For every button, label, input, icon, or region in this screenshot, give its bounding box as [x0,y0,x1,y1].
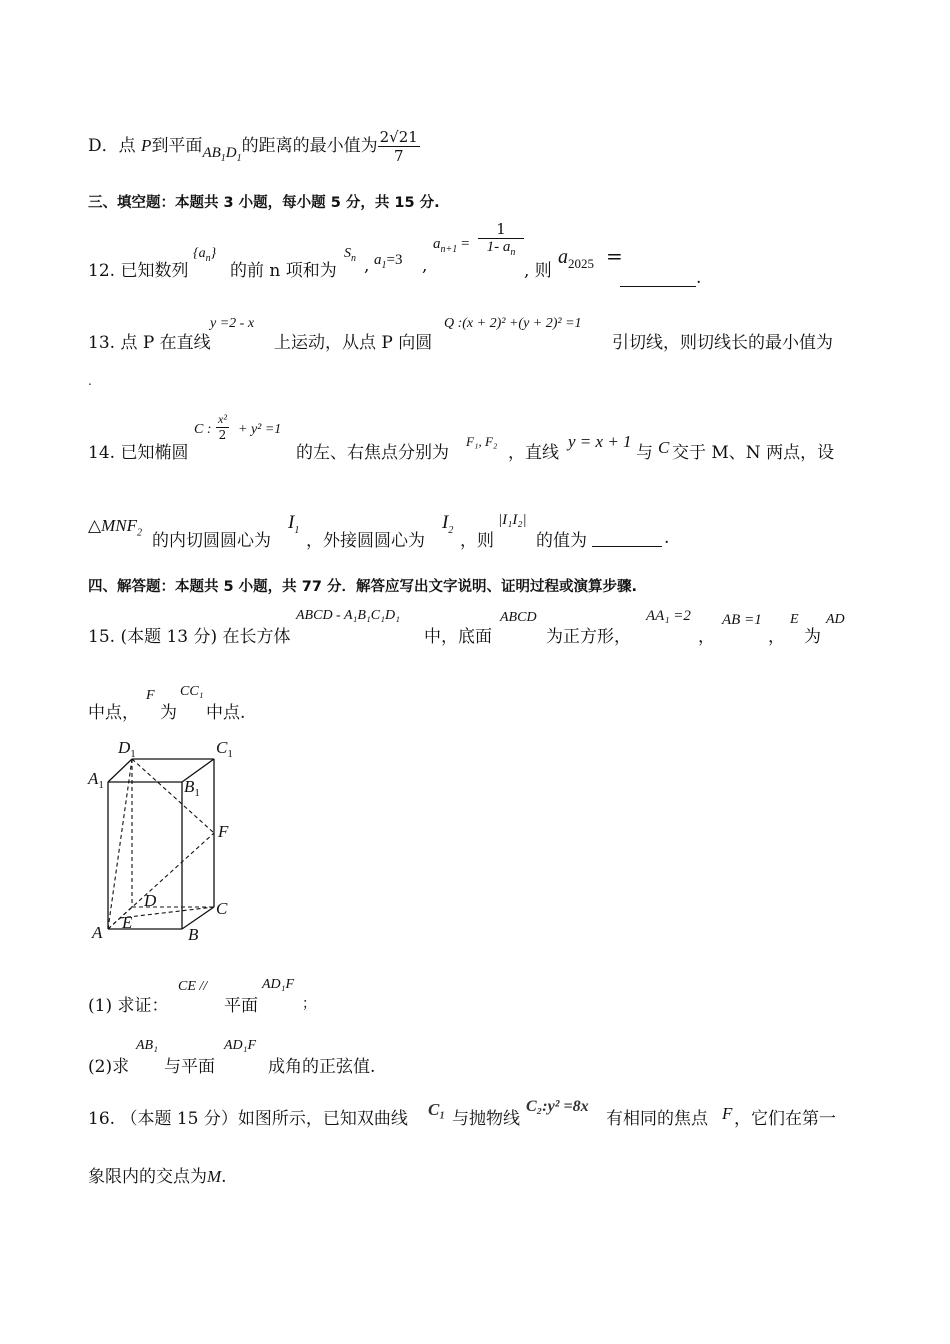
label-b: B [188,925,199,944]
q14-incenter: $I_1$ [288,512,300,536]
q15-text1: 15. (本题 13 分) 在长方体 [88,627,291,647]
question-15-line1: 15. (本题 13 分) 在长方体 ABCD - A₁B₁C₁D₁ 中，底面 ABCD 为正方形， AA₁ =2 ， AB =1 ， E 为 AD [88,608,845,647]
option-d-prefix: D．点 [88,136,136,156]
q12-equals: = [606,244,623,268]
q13-circle-eq: Q :(x + 2)² +(y + 2)² =1 [444,316,582,331]
q14-ellipse-c: C : [194,422,212,437]
label-a1: $A_1$ [88,769,104,791]
q13-text1: 13. 点 P 在直线 [88,333,211,353]
q12-recurrence-fraction: $\frac{1}{1- a_n}$ [478,220,524,258]
q12-initial: $a_1=3$ [374,252,403,271]
question-15-part1: (1) 求证： CE // 平面 AD₁F ； [88,977,316,1016]
q14-abs: |I₁I₂| [498,512,527,528]
q15-aa1: AA₁ =2 [646,608,691,624]
q14-text2: 的左、右焦点分别为 [296,443,449,463]
line-d1-f [132,759,214,833]
q15-text2: 中，底面 [424,627,492,647]
q16-text1: 16. （本题 15 分）如图所示，已知双曲线 [88,1109,408,1129]
label-d1: $D_1$ [118,738,136,760]
q15-solid: ABCD - A₁B₁C₁D₁ [296,608,400,623]
option-d-suffix: 的距离的最小值为 [241,136,378,156]
q13-text3: 引切线，则切线长的最小值为 [612,333,833,353]
q15-part1-pre: (1) 求证： [88,996,169,1016]
q16-text4: ，它们在第一 [734,1109,836,1129]
question-14-line1: 14. 已知椭圆 C : $\frac{\text{x²}}{2}$ + y² =1 的左、右焦点分别为 F₁, F₂ ，直线 y = x + 1 与 C 交于 M、N 两点，设 [88,412,835,463]
q15-cc1: CC₁ [180,684,204,699]
q12-recurrence-lhs: $a_{n+1}$ = [433,236,470,255]
q12-text1: 12. 已知数列 [88,261,189,281]
label-f: F [218,822,229,841]
section3-heading: 三、填空题：本题共 3 小题，每小题 5 分，共 15 分. [88,195,440,211]
edge-a1-d1 [108,759,132,782]
q15-part2-plane: AD₁F [224,1038,257,1053]
q14-text1: 14. 已知椭圆 [88,443,189,463]
cuboid-figure [86,734,246,946]
q15-part2-ab1: AB₁ [136,1038,158,1053]
q14-circumcenter: $I_2$ [442,512,454,536]
question-15-part2: (2)求 AB₁ 与平面 AD₁F 成角的正弦值. [88,1038,376,1077]
question-16-line1: 16. （本题 15 分）如图所示，已知双曲线 C₁ 与抛物线 C₂:y² =8x 有相同的焦点 F ，它们在第一 [88,1098,836,1129]
question-16-line2: 象限内的交点为M. [88,1167,227,1187]
question-13: 13. 点 P 在直线 y =2 - x 上运动，从点 P 向圆 Q :(x + 2)² +(y + 2)² =1 引切线，则切线长的最小值为 . [88,316,833,388]
q15-base: ABCD [500,610,537,625]
q12-sum: $S_n$ [344,246,356,264]
q14-text9: 的值为 [536,531,587,551]
q14-foci: F₁, F₂ [466,434,498,449]
q13-line-eq: y =2 - x [210,316,255,331]
q15-ad: AD [826,612,845,627]
q15-part2-pre: (2)求 [88,1057,130,1077]
label-d: D [144,891,157,910]
q14-text3: ，直线 [508,443,559,463]
q14-text7: ，外接圆圆心为 [306,531,425,551]
option-d-var-p: P [141,136,152,155]
q15-text5: 中点， [88,703,139,723]
q14-triangle: $\triangle MNF_2$ [88,516,142,539]
q15-e: E [790,612,799,627]
q12-answer-blank[interactable] [620,266,696,287]
label-c1: $C_1$ [216,738,233,760]
q15-text3: 为正方形， [546,627,631,647]
q13-text2: 上运动，从点 P 向圆 [274,333,433,353]
q14-text6: 的内切圆圆心为 [152,531,271,551]
label-e: E [122,913,133,932]
q14-answer-blank[interactable] [592,526,662,547]
q14-line-eq: y = x + 1 [568,432,632,451]
q15-ab: AB =1 [722,612,762,628]
q12-text2: 的前 n 项和为 [230,261,337,281]
q14-text5: 交于 M、N 两点，设 [672,443,835,463]
label-c: C [216,899,228,918]
option-d-plane: $AB_1D_1$ [202,145,242,164]
q15-part1-plane: AD₁F [262,977,295,992]
line-a-d1 [108,759,132,929]
option-d-fraction: $\frac{2√21}{7}$ [379,128,418,165]
option-d [88,128,870,165]
q12-text3: , 则 [524,261,552,281]
section4-heading: 四、解答题：本题共 5 小题，共 77 分．解答应写出文字说明、证明过程或演算步骤. [88,579,637,595]
option-d-middle: 到平面 [151,136,203,156]
label-b1: $B_1$ [184,777,200,799]
q16-c1: C₁ [428,1100,446,1119]
q14-ellipse-rest: + y² =1 [238,422,282,437]
q12-sequence: $\{a_n\}$ [193,246,217,264]
q14-ellipse-fraction: $\frac{\text{x²}}{2}$ [218,412,227,442]
label-a: A [92,923,103,942]
question-12: 12. 已知数列 $\{a_n\}$ 的前 n 项和为 $S_n$ , $a_1=3$ , $a_{n+1}$ = $\frac{1}{1- a_n}$ , 则 $a_{2025}$ = . [88,220,702,288]
q15-part1-ce: CE // [178,979,208,994]
q16-line2: 象限内的交点为 [88,1167,207,1187]
q12-target: $a_{2025}$ [558,246,594,271]
q15-part2-end: 成角的正弦值. [268,1057,376,1077]
q15-f: F [146,688,155,703]
question-15-line2: 中点， F 为 CC₁ 中点. [88,684,246,723]
question-14-line2: $\triangle MNF_2$ 的内切圆圆心为 $I_1$ ，外接圆圆心为 $I_2$ ，则 |I₁I₂| 的值为 . [88,512,670,551]
q16-c2: C₂:y² =8x [526,1098,589,1115]
